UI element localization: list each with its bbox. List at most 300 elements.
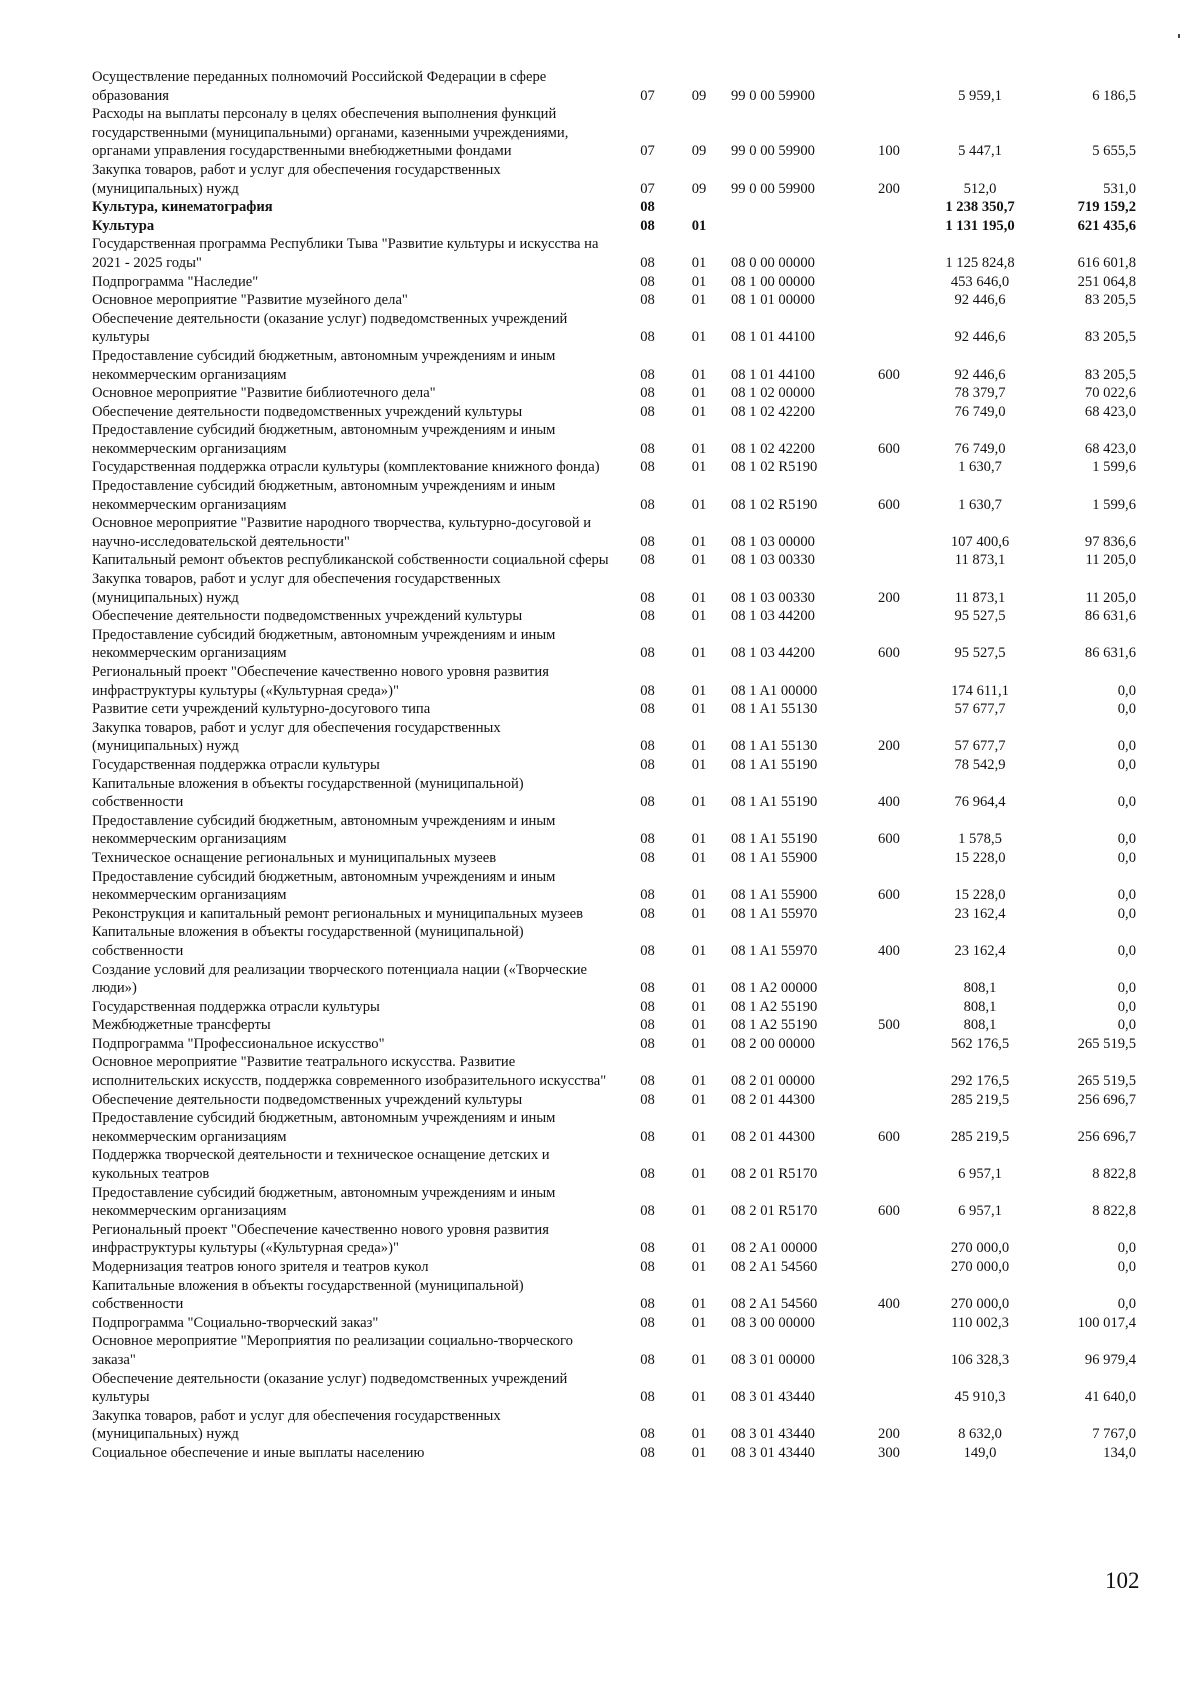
row-section: 08 — [640, 1166, 655, 1183]
row-expense-type — [853, 291, 925, 310]
row-name: Капитальные вложения в объекты государственной (муниципальной) собственности — [92, 1277, 524, 1313]
row-subsection: 01 — [691, 794, 707, 811]
table-row — [92, 719, 1142, 756]
row-amount-year2: 134,0 — [1103, 1444, 1136, 1461]
row-target-code: 99 0 00 59900 — [731, 87, 815, 104]
row-target-code: 08 2 01 44300 — [731, 1091, 815, 1108]
row-expense-type: 600 — [878, 1128, 900, 1145]
table-row — [92, 161, 1142, 198]
table-row — [92, 812, 1142, 849]
row-target-code: 08 1 A1 55130 — [731, 701, 818, 718]
table-row — [92, 1035, 1142, 1054]
row-name: Обеспечение деятельности подведомственных учреждений культуры — [92, 1091, 523, 1108]
row-name: Обеспечение деятельности (оказание услуг) подведомственных учреждений культуры — [92, 1370, 568, 1406]
row-expense-type: 600 — [878, 831, 900, 848]
row-name: Предоставление субсидий бюджетным, автономным учреждениям и иным некоммерческим организациям — [92, 422, 556, 457]
row-subsection: 01 — [691, 1426, 707, 1443]
row-target-code: 08 1 01 00000 — [731, 292, 815, 309]
row-target-code: 08 1 A1 00000 — [731, 682, 818, 699]
row-target-code: 08 3 01 43440 — [731, 1444, 815, 1461]
row-expense-type: 600 — [878, 440, 900, 457]
table-row — [92, 905, 1142, 924]
row-expense-type — [853, 551, 925, 570]
row-subsection: 01 — [691, 589, 707, 606]
row-amount-year2: 0,0 — [1117, 1240, 1136, 1257]
page-number: 102 — [1105, 1568, 1140, 1593]
row-amount-year1: 6 957,1 — [958, 1166, 1002, 1183]
table-row — [92, 1221, 1142, 1258]
table-row — [92, 849, 1142, 868]
row-section: 07 — [640, 180, 655, 197]
table-row — [92, 868, 1142, 905]
row-subsection: 09 — [691, 87, 707, 104]
row-amount-year2: 0,0 — [1117, 756, 1136, 773]
row-expense-type — [853, 514, 925, 551]
row-expense-type — [853, 1221, 925, 1258]
row-amount-year2: 1 599,6 — [1092, 496, 1136, 513]
row-amount-year1: 76 749,0 — [954, 440, 1006, 457]
row-expense-type — [853, 1258, 925, 1277]
row-section: 08 — [640, 1128, 655, 1145]
row-section: 08 — [640, 589, 655, 606]
row-amount-year2: 0,0 — [1117, 701, 1136, 718]
row-amount-year2: 0,0 — [1117, 942, 1136, 959]
row-amount-year1: 106 328,3 — [950, 1351, 1010, 1368]
row-section: 08 — [640, 366, 655, 383]
row-target-code: 08 1 02 42200 — [731, 403, 815, 420]
row-amount-year2: 0,0 — [1117, 682, 1136, 699]
row-name: Межбюджетные трансферты — [92, 1017, 271, 1034]
row-subsection: 01 — [691, 217, 707, 234]
row-target-code: 08 1 03 44200 — [731, 645, 815, 662]
row-subsection: 01 — [691, 552, 707, 569]
row-amount-year1: 78 542,9 — [954, 756, 1006, 773]
table-row — [92, 1109, 1142, 1146]
row-name: Основное мероприятие "Развитие театрального искусства. Развитие исполнительских искусств, поддержка современного изобразительного искусства" — [92, 1054, 607, 1090]
row-expense-type — [853, 235, 925, 272]
row-expense-type: 400 — [878, 942, 900, 959]
row-amount-year2: 5 655,5 — [1092, 143, 1136, 160]
row-section: 07 — [640, 143, 655, 160]
row-amount-year1: 270 000,0 — [950, 1259, 1010, 1275]
row-name: Региональный проект "Обеспечение качественно нового уровня развития инфраструктуры культуры («Культурная среда»)" — [92, 664, 549, 699]
table-row — [92, 310, 1142, 347]
row-subsection: 01 — [691, 1073, 707, 1090]
row-target-code: 08 2 01 44300 — [731, 1128, 815, 1145]
row-subsection: 01 — [691, 701, 707, 718]
row-section: 08 — [640, 942, 655, 959]
row-amount-year1: 1 578,5 — [958, 831, 1002, 848]
row-amount-year1: 23 162,4 — [954, 942, 1006, 959]
row-expense-type — [853, 217, 925, 236]
row-target-code: 08 2 01 00000 — [731, 1073, 815, 1090]
row-subsection: 01 — [691, 403, 707, 420]
row-section: 08 — [640, 496, 655, 513]
row-subsection: 01 — [691, 942, 707, 959]
row-name: Государственная программа Республики Тыва "Развитие культуры и искусства на 2021 - 2025 годы" — [92, 236, 599, 271]
table-row — [92, 1332, 1142, 1369]
row-section: 08 — [640, 794, 655, 811]
row-expense-type — [853, 458, 925, 477]
row-subsection: 01 — [691, 273, 707, 290]
row-name: Закупка товаров, работ и услуг для обеспечения государственных (муниципальных) нужд — [92, 571, 501, 606]
row-expense-type — [853, 1314, 925, 1333]
row-expense-type: 100 — [878, 143, 900, 160]
row-amount-year1: 57 677,7 — [954, 738, 1006, 755]
row-amount-year1: 562 176,5 — [950, 1035, 1010, 1052]
row-amount-year2: 719 159,2 — [1077, 199, 1136, 216]
row-amount-year2: 8 822,8 — [1092, 1166, 1136, 1183]
row-expense-type: 600 — [878, 1203, 900, 1220]
row-subsection: 01 — [691, 998, 707, 1015]
row-section: 08 — [640, 254, 655, 271]
row-subsection: 01 — [691, 608, 707, 625]
row-subsection: 01 — [691, 831, 707, 848]
row-target-code: 08 1 01 44100 — [731, 366, 815, 383]
table-row — [92, 458, 1142, 477]
table-row — [92, 198, 1142, 217]
row-name: Предоставление субсидий бюджетным, автономным учреждениям и иным некоммерческим организациям — [92, 1110, 556, 1145]
row-amount-year1: 92 446,6 — [954, 292, 1006, 309]
row-section: 08 — [640, 385, 655, 402]
row-amount-year1: 1 630,7 — [958, 496, 1002, 513]
row-amount-year2: 0,0 — [1117, 849, 1136, 866]
row-target-code: 08 3 01 43440 — [731, 1389, 815, 1406]
row-amount-year2: 531,0 — [1103, 180, 1136, 197]
row-name: Капитальный ремонт объектов республиканской собственности социальной сферы — [92, 552, 609, 569]
row-section: 08 — [640, 1296, 655, 1313]
table-row — [92, 273, 1142, 292]
row-subsection: 01 — [691, 887, 707, 904]
row-amount-year2: 100 017,4 — [1077, 1314, 1136, 1331]
row-target-code: 08 0 00 00000 — [731, 254, 815, 271]
table-row — [92, 384, 1142, 403]
row-section: 08 — [640, 756, 655, 773]
row-subsection: 01 — [691, 1203, 707, 1220]
row-expense-type — [853, 998, 925, 1017]
row-subsection: 09 — [691, 180, 707, 197]
row-section: 08 — [640, 738, 655, 755]
row-amount-year1: 11 873,1 — [954, 552, 1006, 569]
row-amount-year1: 92 446,6 — [954, 329, 1006, 346]
row-amount-year2: 621 435,6 — [1077, 217, 1136, 234]
row-name: Модернизация театров юного зрителя и театров кукол — [92, 1259, 429, 1275]
row-target-code: 08 1 02 R5190 — [731, 496, 818, 513]
row-expense-type: 400 — [878, 794, 900, 811]
table-row — [92, 1016, 1142, 1035]
row-amount-year1: 6 957,1 — [958, 1203, 1002, 1220]
row-subsection: 01 — [691, 1128, 707, 1145]
row-name: Подпрограмма "Профессиональное искусство" — [92, 1035, 385, 1052]
row-subsection: 01 — [691, 682, 707, 699]
row-amount-year1: 95 527,5 — [954, 608, 1006, 625]
row-amount-year2: 0,0 — [1117, 1017, 1136, 1034]
row-target-code: 08 1 02 00000 — [731, 385, 815, 402]
row-expense-type — [853, 68, 925, 105]
row-expense-type: 600 — [878, 645, 900, 662]
table-row — [92, 403, 1142, 422]
row-name: Социальное обеспечение и иные выплаты населению — [92, 1444, 425, 1461]
row-section: 08 — [640, 217, 655, 234]
row-name: Региональный проект "Обеспечение качественно нового уровня развития инфраструктуры культуры («Культурная среда»)" — [92, 1221, 549, 1257]
row-section: 07 — [640, 87, 655, 104]
row-amount-year2: 68 423,0 — [1084, 403, 1136, 420]
row-subsection: 01 — [691, 1035, 707, 1052]
row-section: 08 — [640, 998, 655, 1015]
row-subsection: 01 — [691, 1444, 707, 1461]
row-amount-year2: 0,0 — [1117, 738, 1136, 755]
row-section: 08 — [640, 887, 655, 904]
table-row — [92, 235, 1142, 272]
row-target-code: 08 1 03 00330 — [731, 589, 815, 606]
row-name: Поддержка творческой деятельности и техническое оснащение детских и кукольных театров — [92, 1147, 550, 1183]
row-amount-year1: 808,1 — [963, 1017, 997, 1034]
row-section: 08 — [640, 905, 655, 922]
row-name: Закупка товаров, работ и услуг для обеспечения государственных (муниципальных) нужд — [92, 1407, 501, 1443]
row-target-code: 08 1 A1 55970 — [731, 905, 818, 922]
table-row — [92, 607, 1142, 626]
row-subsection: 01 — [691, 292, 707, 309]
table-row — [92, 551, 1142, 570]
row-expense-type: 200 — [878, 1426, 900, 1443]
row-amount-year1: 15 228,0 — [954, 849, 1006, 866]
row-subsection: 01 — [691, 980, 707, 997]
row-target-code: 99 0 00 59900 — [731, 180, 815, 197]
row-amount-year2: 86 631,6 — [1084, 645, 1136, 662]
row-name: Обеспечение деятельности подведомственных учреждений культуры — [92, 608, 523, 625]
table-row — [92, 663, 1142, 700]
row-name: Предоставление субсидий бюджетным, автономным учреждениям и иным некоммерческим организациям — [92, 347, 556, 383]
row-target-code: 08 1 A1 55190 — [731, 794, 818, 811]
row-target-code: 08 1 A1 55190 — [731, 831, 818, 848]
row-name: Обеспечение деятельности (оказание услуг) подведомственных учреждений культуры — [92, 310, 568, 346]
row-target-code: 08 1 A1 55130 — [731, 738, 818, 755]
table-row — [92, 514, 1142, 551]
row-section: 08 — [640, 682, 655, 699]
row-subsection: 01 — [691, 385, 707, 402]
table-row — [92, 1184, 1142, 1221]
row-name: Развитие сети учреждений культурно-досугового типа — [92, 701, 431, 718]
row-amount-year1: 270 000,0 — [950, 1296, 1010, 1313]
row-section: 08 — [640, 1017, 655, 1034]
row-section: 08 — [640, 831, 655, 848]
row-section: 08 — [640, 1073, 655, 1090]
row-name: Закупка товаров, работ и услуг для обеспечения государственных (муниципальных) нужд — [92, 161, 501, 197]
row-expense-type — [853, 1035, 925, 1054]
row-amount-year2: 68 423,0 — [1084, 440, 1136, 457]
row-amount-year2: 8 822,8 — [1092, 1203, 1136, 1220]
row-target-code: 08 3 01 00000 — [731, 1351, 815, 1368]
row-expense-type — [853, 1332, 925, 1369]
row-subsection: 01 — [691, 1389, 707, 1406]
row-section: 08 — [640, 273, 655, 290]
row-amount-year2: 96 979,4 — [1084, 1351, 1136, 1368]
row-name: Культура, кинематография — [92, 199, 273, 216]
row-section: 08 — [640, 1426, 655, 1443]
row-expense-type — [853, 1370, 925, 1407]
row-expense-type — [853, 403, 925, 422]
row-name: Обеспечение деятельности подведомственных учреждений культуры — [92, 403, 523, 420]
budget-table — [92, 68, 1142, 1463]
row-section: 08 — [640, 199, 655, 216]
table-row — [92, 1091, 1142, 1110]
row-expense-type: 200 — [878, 180, 900, 197]
row-name: Предоставление субсидий бюджетным, автономным учреждениям и иным некоммерческим организациям — [92, 868, 556, 904]
row-expense-type: 600 — [878, 496, 900, 513]
table-row — [92, 700, 1142, 719]
row-target-code — [723, 198, 853, 217]
row-expense-type: 200 — [878, 589, 900, 606]
row-amount-year2: 0,0 — [1117, 1259, 1136, 1275]
table-row — [92, 775, 1142, 812]
table-row — [92, 1258, 1142, 1277]
row-subsection: 01 — [691, 1240, 707, 1257]
row-expense-type — [853, 310, 925, 347]
row-section: 08 — [640, 1259, 655, 1275]
row-amount-year2: 6 186,5 — [1092, 87, 1136, 104]
row-name: Создание условий для реализации творческого потенциала нации («Творческие люди») — [92, 961, 587, 997]
row-target-code: 08 1 03 44200 — [731, 608, 815, 625]
row-target-code: 08 1 A1 55900 — [731, 887, 818, 904]
row-amount-year1: 57 677,7 — [954, 701, 1006, 718]
row-amount-year2: 97 836,6 — [1084, 533, 1136, 550]
table-row — [92, 1146, 1142, 1183]
row-amount-year1: 45 910,3 — [954, 1389, 1006, 1406]
table-row — [92, 961, 1142, 998]
row-amount-year2: 70 022,6 — [1084, 385, 1136, 402]
row-target-code: 08 1 A2 00000 — [731, 980, 818, 997]
table-row — [92, 347, 1142, 384]
row-target-code: 08 1 00 00000 — [731, 273, 815, 290]
table-row — [92, 1444, 1142, 1463]
row-name: Государственная поддержка отрасли культуры — [92, 756, 380, 773]
row-amount-year1: 285 219,5 — [950, 1091, 1010, 1108]
row-amount-year1: 110 002,3 — [951, 1314, 1009, 1331]
row-target-code: 08 1 01 44100 — [731, 329, 815, 346]
row-subsection: 01 — [691, 756, 707, 773]
row-expense-type — [853, 198, 925, 217]
row-amount-year2: 86 631,6 — [1084, 608, 1136, 625]
row-target-code: 08 1 A1 55970 — [731, 942, 818, 959]
row-section: 08 — [640, 1351, 655, 1368]
row-amount-year1: 808,1 — [963, 998, 997, 1015]
row-amount-year2: 83 205,5 — [1084, 366, 1136, 383]
row-amount-year1: 11 873,1 — [954, 589, 1006, 606]
row-expense-type — [853, 849, 925, 868]
row-section: 08 — [640, 440, 655, 457]
row-subsection: 01 — [691, 1314, 707, 1331]
row-target-code: 08 2 A1 00000 — [731, 1240, 818, 1257]
row-section: 08 — [640, 1240, 655, 1257]
row-amount-year2: 265 519,5 — [1077, 1073, 1136, 1090]
row-amount-year1: 1 125 824,8 — [945, 254, 1015, 271]
row-section: 08 — [640, 701, 655, 718]
row-name: Культура — [92, 217, 155, 234]
row-section: 08 — [640, 533, 655, 550]
row-amount-year2: 1 599,6 — [1092, 459, 1136, 476]
row-amount-year1: 107 400,6 — [950, 533, 1010, 550]
row-amount-year2: 0,0 — [1117, 887, 1136, 904]
row-subsection: 01 — [691, 738, 707, 755]
row-section: 08 — [640, 1444, 655, 1461]
row-name: Реконструкция и капитальный ремонт региональных и муниципальных музеев — [92, 905, 583, 922]
row-amount-year2: 256 696,7 — [1077, 1128, 1136, 1145]
row-amount-year1: 92 446,6 — [954, 366, 1006, 383]
row-name: Техническое оснащение региональных и муниципальных музеев — [92, 849, 497, 866]
row-target-code: 08 2 A1 54560 — [731, 1296, 818, 1313]
row-expense-type: 600 — [878, 366, 900, 383]
row-section: 08 — [640, 1314, 655, 1331]
row-target-code: 08 1 A1 55900 — [731, 849, 818, 866]
row-subsection: 01 — [691, 1017, 707, 1034]
row-amount-year1: 808,1 — [963, 980, 997, 997]
row-target-code: 08 2 00 00000 — [731, 1035, 815, 1052]
row-subsection: 01 — [691, 533, 707, 550]
row-target-code: 08 2 01 R5170 — [731, 1203, 818, 1220]
row-amount-year2: 11 205,0 — [1085, 589, 1136, 606]
table-row — [92, 923, 1142, 960]
table-row — [92, 1407, 1142, 1444]
row-subsection: 01 — [691, 1166, 707, 1183]
row-section: 08 — [640, 403, 655, 420]
row-name: Предоставление субсидий бюджетным, автономным учреждениям и иным некоммерческим организациям — [92, 812, 556, 848]
row-target-code: 08 2 01 R5170 — [731, 1166, 818, 1183]
row-target-code: 08 1 A1 55190 — [731, 756, 818, 773]
row-expense-type — [853, 961, 925, 998]
row-target-code: 99 0 00 59900 — [731, 143, 815, 160]
row-name: Осуществление переданных полномочий Российской Федерации в сфере образования — [92, 69, 547, 104]
row-amount-year1: 76 964,4 — [954, 794, 1006, 811]
row-expense-type — [853, 1146, 925, 1183]
row-expense-type — [853, 1091, 925, 1110]
row-expense-type — [853, 384, 925, 403]
budget-table-body — [92, 68, 1142, 1463]
row-section: 08 — [640, 292, 655, 309]
row-amount-year2: 256 696,7 — [1077, 1091, 1136, 1108]
row-expense-type: 600 — [878, 887, 900, 904]
row-subsection: 01 — [691, 440, 707, 457]
scan-mark — [1178, 34, 1180, 38]
row-amount-year1: 5 959,1 — [958, 87, 1002, 104]
row-section: 08 — [640, 980, 655, 997]
row-expense-type — [853, 273, 925, 292]
row-name: Предоставление субсидий бюджетным, автономным учреждениям и иным некоммерческим организациям — [92, 478, 556, 513]
row-name: Расходы на выплаты персоналу в целях обеспечения выполнения функций государственными (муниципальными) органами, казенными учреждениями, органами управления государственными внебюджетными фондами — [92, 106, 569, 160]
row-expense-type — [853, 663, 925, 700]
row-name: Основное мероприятие "Мероприятия по реализации социально-творческого заказа" — [92, 1333, 573, 1368]
row-expense-type — [853, 905, 925, 924]
row-name: Основное мероприятие "Развитие народного творчества, культурно-досуговой и научно-исследовательской деятельности" — [92, 515, 592, 550]
table-row — [92, 756, 1142, 775]
row-expense-type — [853, 700, 925, 719]
row-section: 08 — [640, 608, 655, 625]
row-amount-year2: 251 064,8 — [1077, 273, 1136, 290]
row-amount-year2: 265 519,5 — [1077, 1035, 1136, 1052]
row-amount-year2: 0,0 — [1117, 980, 1136, 997]
row-subsection: 01 — [691, 1296, 707, 1313]
row-section: 08 — [640, 1203, 655, 1220]
row-target-code: 08 3 00 00000 — [731, 1314, 815, 1331]
table-row — [92, 1314, 1142, 1333]
row-amount-year1: 95 527,5 — [954, 645, 1006, 662]
row-section: 08 — [640, 552, 655, 569]
row-name: Предоставление субсидий бюджетным, автономным учреждениям и иным некоммерческим организациям — [92, 626, 556, 662]
row-amount-year2: 0,0 — [1117, 998, 1136, 1015]
row-subsection: 01 — [691, 1351, 707, 1368]
row-amount-year1: 270 000,0 — [950, 1240, 1010, 1257]
row-subsection: 01 — [691, 645, 707, 662]
table-row — [92, 421, 1142, 458]
